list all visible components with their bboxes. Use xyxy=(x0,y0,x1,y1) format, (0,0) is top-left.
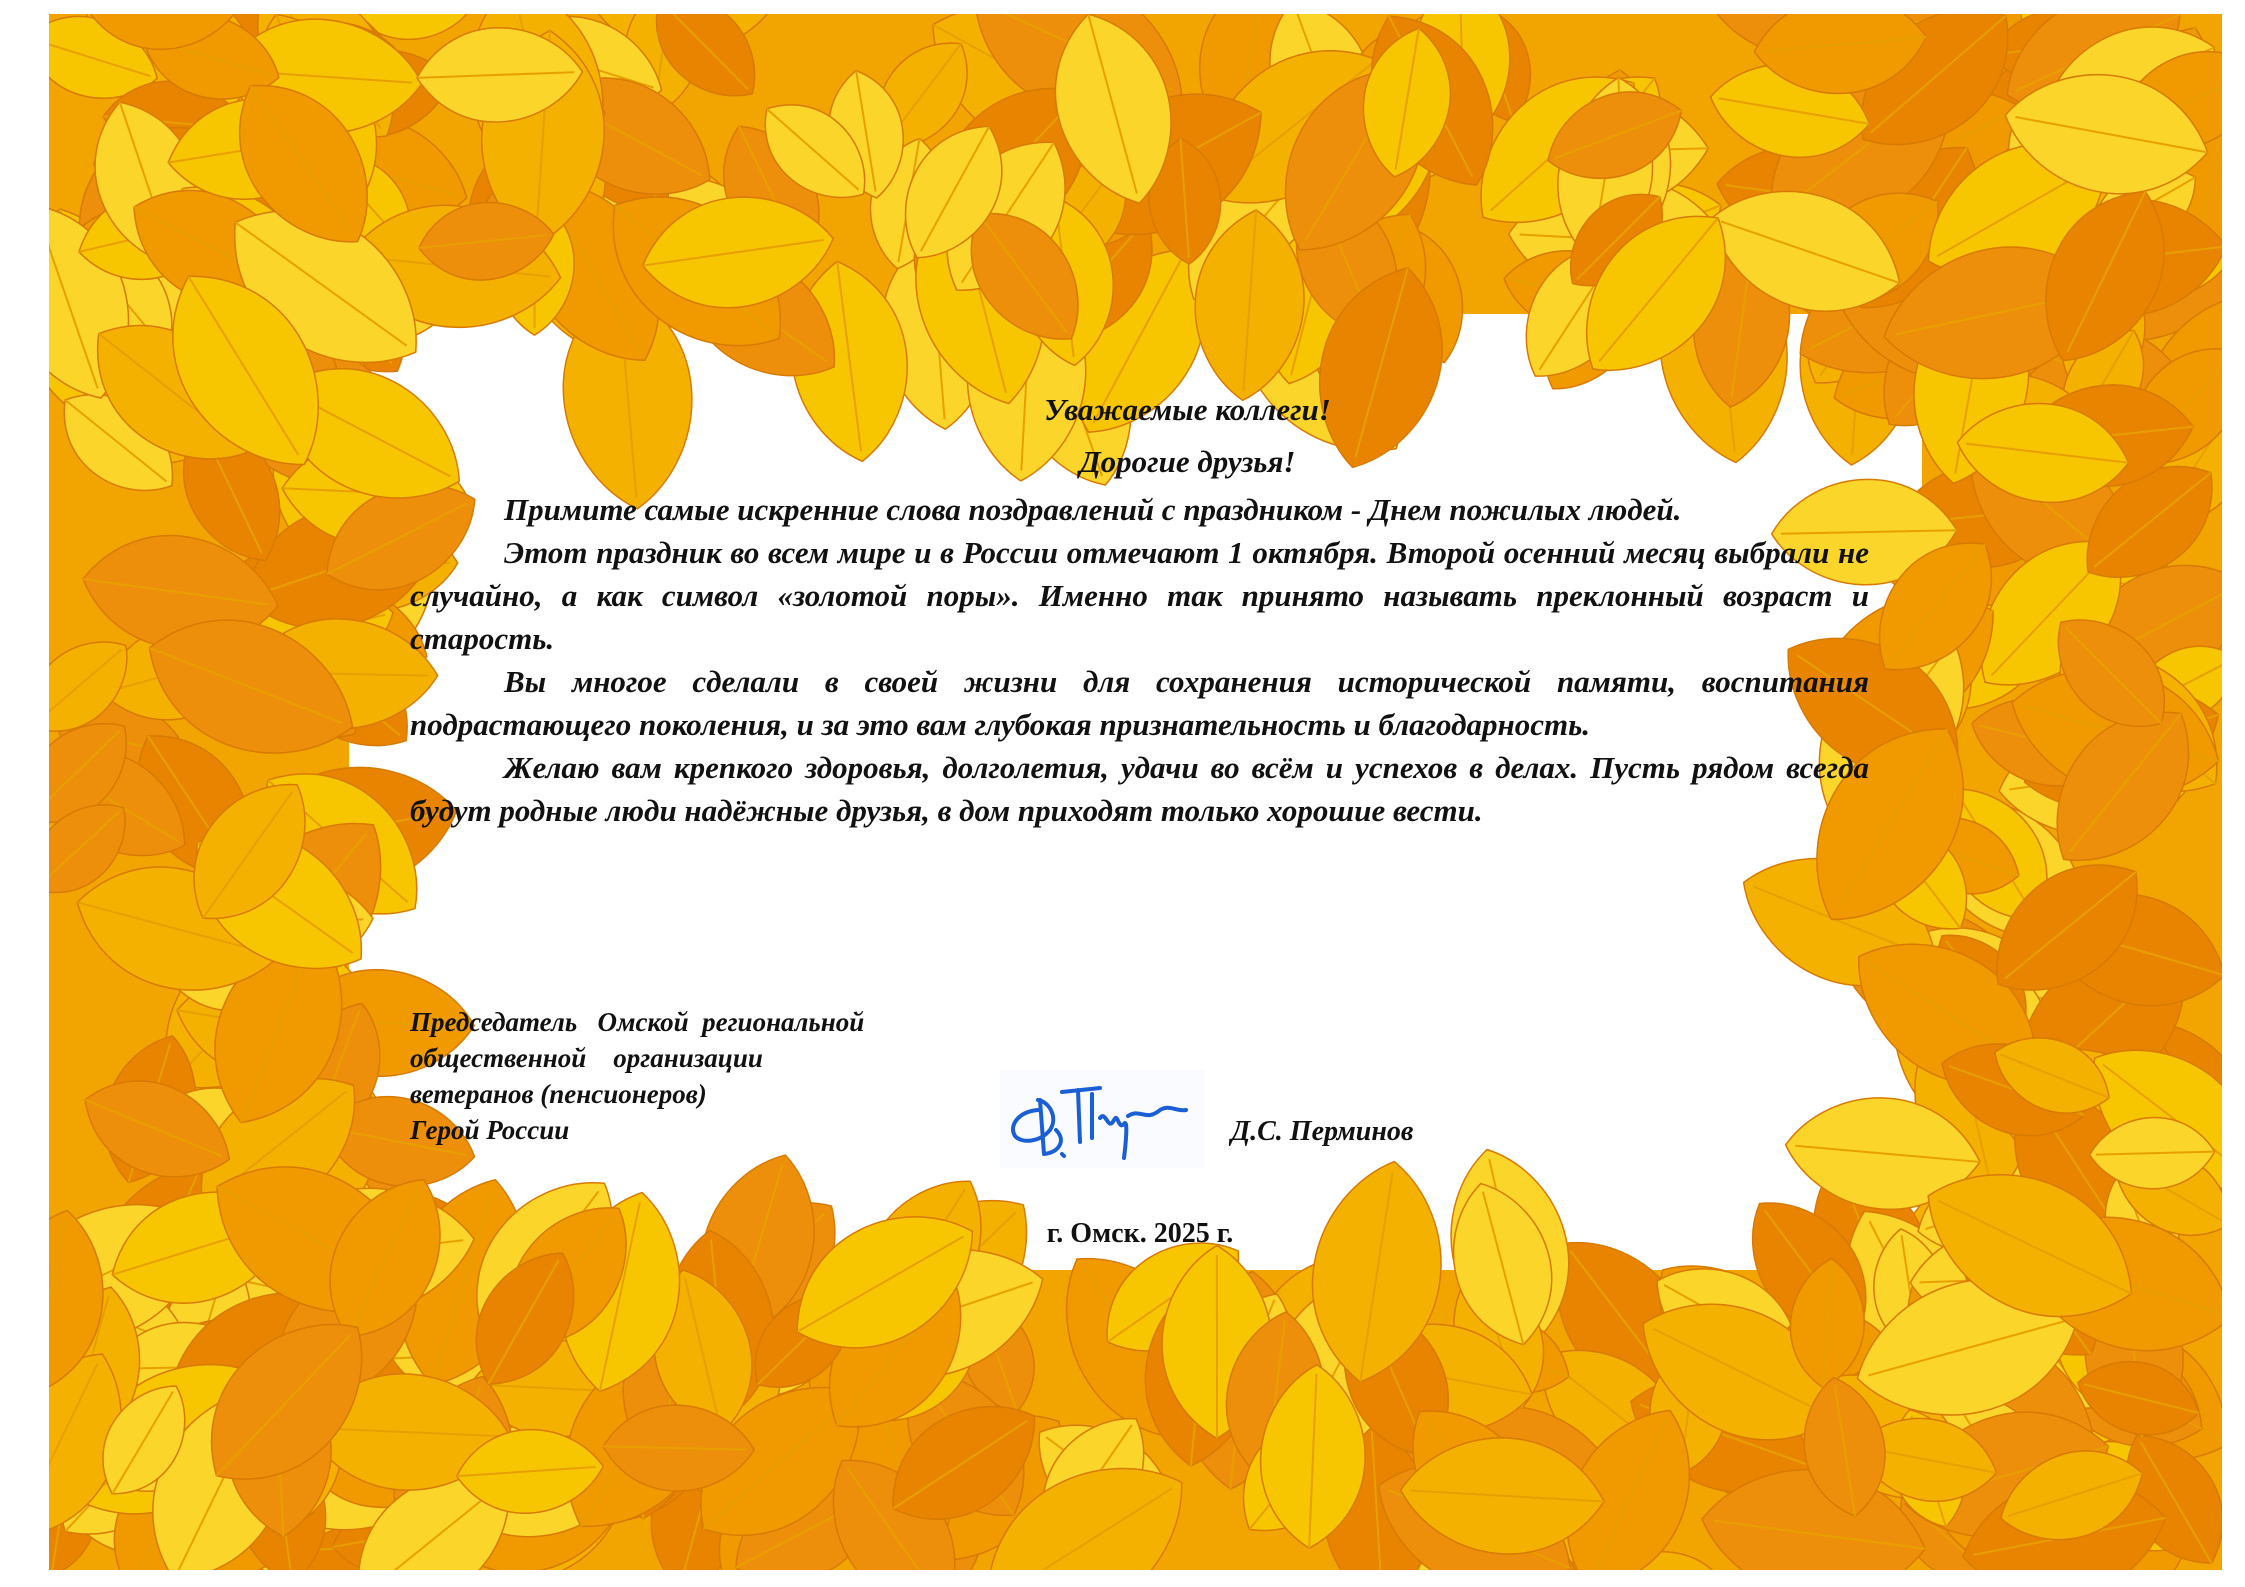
paragraph: Этот праздник во всем мире и в России отмечают 1 октября. Второй осенний месяц выбрали не случайно, а как символ «золотой поры». Именно так принято называть преклонный возраст и старость. xyxy=(410,535,1869,656)
paragraph: Вы многое сделали в своей жизни для сохранения исторической памяти, воспитания подрастающего поколения, и за это вам глубокая признательность и благодарность. xyxy=(410,664,1869,742)
signatory-title-line: Герой России xyxy=(410,1115,570,1145)
signatory-title xyxy=(410,1004,864,1148)
letter-body xyxy=(410,488,1869,832)
signatory-title-line: общественной организации xyxy=(410,1043,763,1073)
handwritten-signature xyxy=(1000,1070,1204,1168)
paragraph: Желаю вам крепкого здоровья, долголетия, удачи во всём и успехов в делах. Пусть рядом всегда будут родные люди надёжные друзья, в дом приходят только хорошие вести. xyxy=(410,750,1869,828)
signatory-title-line: ветеранов (пенсионеров) xyxy=(410,1079,707,1109)
greeting-line-1: Уважаемые коллеги! xyxy=(1044,392,1331,427)
signatory-title-line: Председатель Омской региональной xyxy=(410,1007,865,1037)
place-and-date: г. Омск. 2025 г. xyxy=(1046,1218,1234,1249)
greeting-line-2: Дорогие друзья! xyxy=(1079,444,1296,479)
paragraph: Примите самые искренние слова поздравлений с праздником - Днем пожилых людей. xyxy=(504,492,1682,527)
signatory-name: Д.С. Перминов xyxy=(1231,1116,1414,1147)
